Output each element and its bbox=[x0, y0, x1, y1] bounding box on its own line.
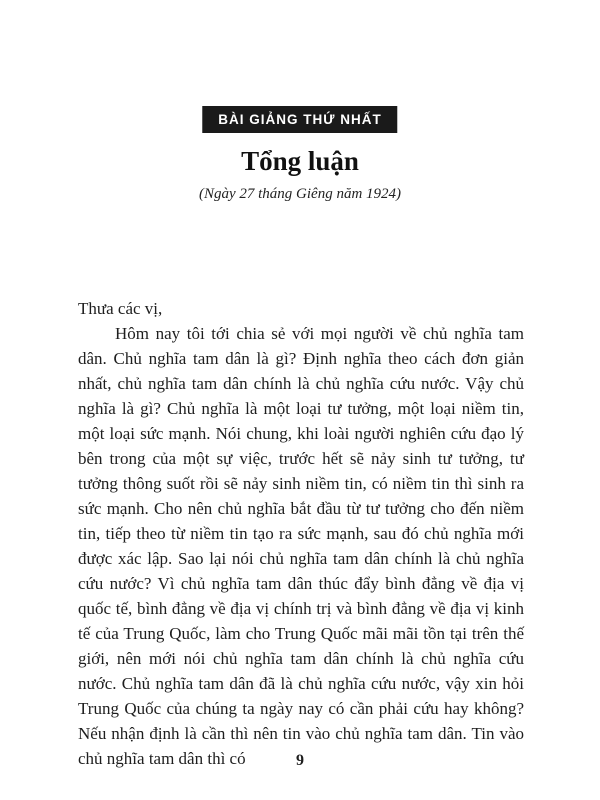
chapter-title: Tổng luận bbox=[241, 146, 359, 176]
chapter-date-line: (Ngày 27 tháng Giêng năm 1924) bbox=[198, 186, 402, 202]
chapter-badge: BÀI GIẢNG THỨ NHẤT bbox=[202, 106, 397, 133]
page-number: 9 bbox=[296, 752, 304, 769]
salutation-line: Thưa các vị, bbox=[78, 299, 163, 318]
body-text bbox=[78, 296, 524, 771]
main-paragraph: Hôm nay tôi tới chia sẻ với mọi người về chủ nghĩa tam dân. Chủ nghĩa tam dân là gì? Định nghĩa theo cách đơn giản nhất, chủ nghĩa tam dân chính là chủ nghĩa cứu nước. Vậy chủ nghĩa là gì? Chủ nghĩa là một loại tư tưởng, một loại niềm tin, một loại sức mạnh. Nói chung, khi loài người nghiên cứu đạo lý bên trong của một sự việc, trước hết sẽ nảy sinh tư tưởng, tư tưởng thông suốt rồi sẽ nảy sinh niềm tin, có niềm tin thì sinh ra sức mạnh. Cho nên chủ nghĩa bắt đầu từ tư tưởng cho đến niềm tin, tiếp theo từ niềm tin tạo ra sức mạnh, sau đó chủ nghĩa mới được xác lập. Sao lại nói chủ nghĩa tam dân chính là chủ nghĩa cứu nước? Vì chủ nghĩa tam dân thúc đẩy bình đẳng về địa vị quốc tế, bình đẳng về địa vị chính trị và bình đẳng về địa vị kinh tế của Trung Quốc, làm cho Trung Quốc mãi mãi tồn tại trên thế giới, nên mới nói chủ nghĩa tam dân chính là chủ nghĩa cứu nước. Chủ nghĩa tam dân đã là chủ nghĩa cứu nước, vậy xin hỏi Trung Quốc của chúng ta ngày nay có cần phải cứu hay không? Nếu nhận định là cần thì nên tin vào chủ nghĩa tam dân. Tin vào chủ nghĩa tam dân thì có bbox=[78, 324, 524, 768]
